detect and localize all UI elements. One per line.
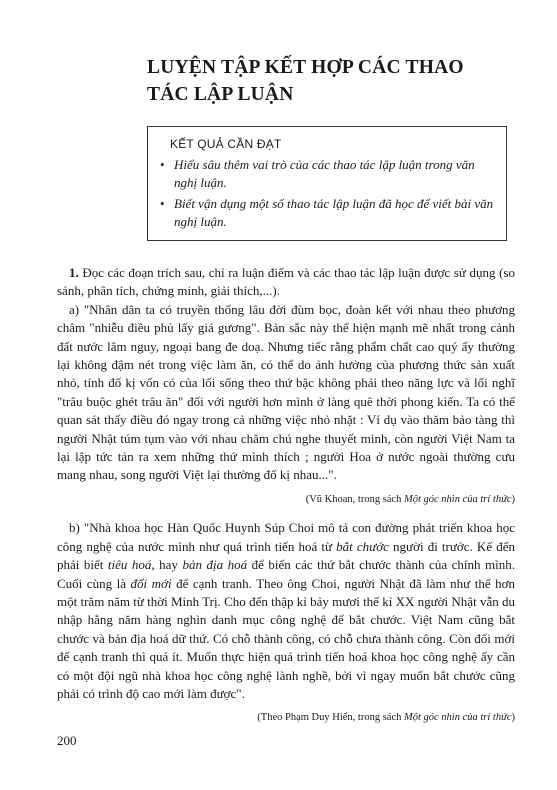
source-prefix: (Vũ Khoan, trong sách [305, 493, 404, 505]
excerpt-b-text: để biến các thứ bắt chước thành của chính mình. Cuối cùng là [57, 557, 515, 591]
excerpt-b [57, 519, 515, 703]
excerpt-b-text: người đi trước. Kế đến phải biết [57, 538, 515, 573]
source-book: Một góc nhìn của trí thức [403, 712, 512, 724]
source-book: Một góc nhìn của trí thức [403, 493, 512, 505]
source-suffix: ) [511, 712, 515, 724]
excerpt-b-text: để cạnh tranh. Theo ông Choi, người Nhật đã làm như thế hơn một trăm năm từ thời Minh Trị. Cho đến thập kỉ bảy mươi thế kỉ XX người Nhật vẫn du nhập hằng năm hàng nghìn danh mục công nghệ để bắt chước. Việt Nam cũng bắt chước và bản địa hoá dữ thứ. Có chỗ thành công, có chỗ chưa thành công. Còn đổi mới để cạnh tranh thì quá ít. Muốn thực hiện quá trình tiến hoá khoa học công nghệ ấy cần có một đội ngũ nhà khoa học công nghệ lành nghề, bởi vì ngay muốn bắt chước cũng phải có trình độ cao mới làm được". [57, 575, 515, 701]
emphasis-term: bản địa hoá [182, 557, 248, 573]
goal-item [160, 156, 496, 192]
excerpt-b-text: "Nhà khoa học Hàn Quốc Huynh Súp Choi mô tả con đường phát triển khoa học công nghệ của nước mình như quá trình tiến hoá từ [57, 520, 515, 554]
lesson-title: LUYỆN TẬP KẾT HỢP CÁC THAO TÁC LẬP LUẬN [147, 57, 464, 105]
page-number: 200 [57, 733, 77, 748]
source-suffix: ) [511, 493, 515, 505]
exercise-prompt [57, 264, 515, 301]
exercise-prompt-text: Đọc các đoạn trích sau, chỉ ra luận điểm và các thao tác lập luận được sử dụng (so sánh, phân tích, chứng minh, giải thích,...). [57, 265, 515, 299]
goal-text: Hiểu sâu thêm vai trò của các thao tác lập luận trong văn nghị luận. [174, 157, 475, 190]
emphasis-term: bắt chước [336, 538, 389, 554]
learning-goals-box [147, 126, 507, 241]
goal-item [160, 195, 496, 231]
emphasis-term: đổi mới [130, 575, 172, 591]
bullet-icon: • [160, 157, 165, 172]
excerpt-b-source [57, 709, 515, 727]
goals-heading: KẾT QUẢ CẦN ĐẠT [170, 137, 282, 151]
excerpt-a [57, 301, 515, 485]
emphasis-term: tiêu hoá [107, 557, 152, 573]
excerpt-a-source [57, 491, 515, 509]
excerpt-b-text: , hay [151, 557, 183, 573]
excerpt-a-text: "Nhân dân ta có truyền thống lâu đời đùm bọc, đoàn kết với nhau theo phương châm "nhiễu điều phủ lấy giá gương". Bản sắc này thể hiện mạnh mẽ nhất trong cảnh đất nước lâm nguy, ngoại bang đe doạ. Nhưng tiếc rằng phẩm chất cao quý ấy thường lại không đậm nét trong việc làm ăn, có thể do ảnh hưởng của phương thức sản xuất nhỏ, tính đố kị vốn có của lối sống theo thứ bậc không phải theo năng lực và lối nghĩ "trâu buộc ghét trâu ăn" đối với người hơn mình ở làng quê thời phong kiến. Ta có thể quan sát thấy điều đó ngay trong cả những việc nhỏ nhặt : Ví dụ vào thăm bảo tàng thì người Nhật túm tụm vào với nhau chăm chú nghe thuyết minh, còn người Việt Nam ta lại lập tức tản ra xem những thứ mình thích ; người Hoa ở nước ngoài thường cưu mang nhau, song người Việt lại thường đố kị nhau...". [57, 301, 515, 483]
exercise-number: 1. [69, 265, 79, 280]
source-prefix: (Theo Phạm Duy Hiển, trong sách [257, 712, 404, 724]
goal-text: Biết vận dụng một số thao tác lập luận đã học để viết bài văn nghị luận. [174, 196, 494, 229]
bullet-icon: • [160, 196, 165, 211]
excerpt-b-label: b) [69, 520, 80, 536]
exercise-content [57, 264, 515, 738]
excerpt-a-label: a) [69, 301, 80, 317]
